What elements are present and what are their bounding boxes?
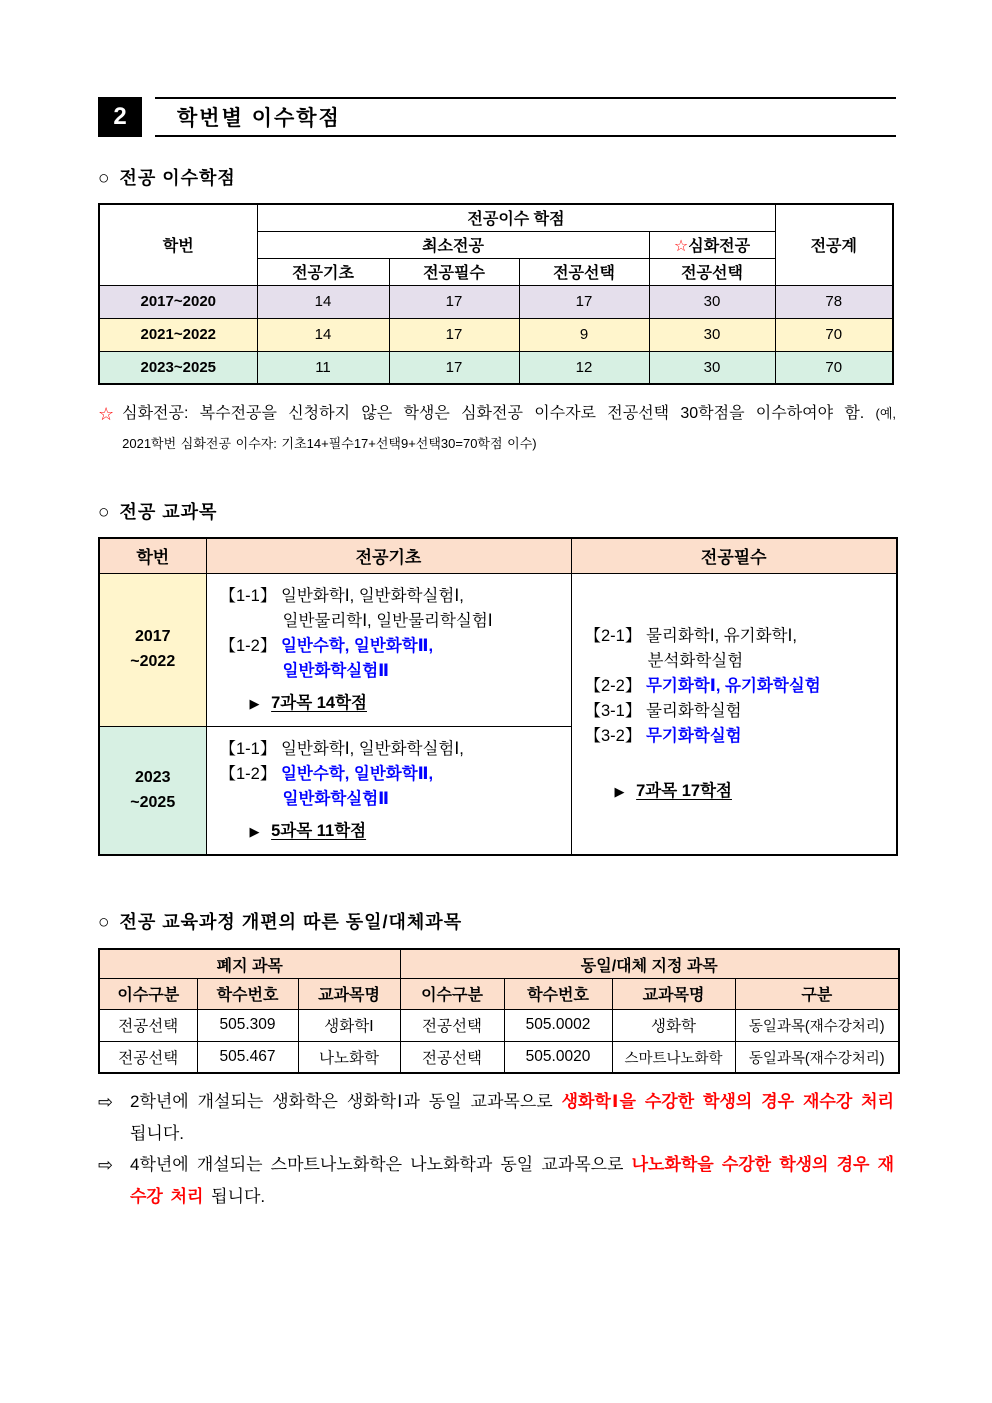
table-cell: 30 (649, 318, 775, 351)
right-arrow-icon: ⇨ (98, 1155, 114, 1176)
star-icon: ☆ (98, 404, 115, 424)
group-abolished: 폐지 과목 (99, 949, 400, 978)
table-cell: 11 (257, 351, 389, 384)
page-title: 학번별 이수학점 (155, 97, 896, 137)
note-text: 2학년에 개설되는 생화학은 생화학Ⅰ과 동일 교과목으로 생화학Ⅰ을 수강한 학생의 경우 재수강 처리 됩니다. (130, 1092, 894, 1143)
footnote-example-text: (예, 2021학번 심화전공 이수자: 기초14+필수17+선택9+선택30=70학점 이수) (122, 406, 896, 451)
equivalents-table (98, 948, 900, 1074)
note-nanochem (98, 1149, 896, 1212)
col-student-id: 학번 (99, 204, 257, 285)
col-header: 학수번호 (197, 978, 298, 1009)
table-cell: 9 (519, 318, 649, 351)
col-header: 교과목명 (612, 978, 735, 1009)
credits-heading-label: 전공 이수학점 (119, 168, 236, 188)
table-cell: 생화학 (612, 1009, 735, 1041)
years-cell: 2017~2020 (99, 285, 257, 318)
years-line: ~2025 (130, 793, 176, 811)
deep-major-label: 심화전공 (688, 238, 751, 255)
table-cell: 17 (389, 318, 519, 351)
years-cell (99, 727, 206, 856)
years-line: 2023 (134, 768, 171, 786)
circle-bullet-icon: ○ (98, 168, 111, 189)
table-cell: 스마트나노화학 (612, 1041, 735, 1073)
credits-section-heading (98, 164, 896, 190)
table-cell: 12 (519, 351, 649, 384)
table-cell: 70 (775, 318, 893, 351)
table-cell: 505.309 (197, 1009, 298, 1041)
footnote-main-text: 심화전공: 복수전공을 신청하지 않은 학생은 심화전공 이수자로 전공선택 30학점을 이수하여야 함. (122, 405, 876, 422)
right-arrow-icon: ⇨ (98, 1092, 114, 1113)
table-cell: 505.467 (197, 1041, 298, 1073)
years-line: ~2022 (130, 652, 176, 670)
circle-bullet-icon: ○ (98, 502, 111, 524)
table-cell: 전공선택 (99, 1009, 197, 1041)
years-cell: 2023~2025 (99, 351, 257, 384)
col-student-id: 학번 (99, 538, 206, 573)
table-cell: 나노화학 (298, 1041, 400, 1073)
table-row (99, 573, 897, 726)
equivalents-section-heading (98, 908, 896, 934)
table-cell: 505.0020 (504, 1041, 612, 1073)
table-cell: 30 (649, 351, 775, 384)
table-cell: 70 (775, 351, 893, 384)
note-biochem (98, 1086, 896, 1149)
col-major-required: 전공필수 (571, 538, 897, 573)
table-cell: 생화학Ⅰ (298, 1009, 400, 1041)
table-row (99, 351, 893, 384)
table-cell: 전공선택 (400, 1041, 504, 1073)
basic-courses-cell: 【1-1】 일반화학Ⅰ, 일반화학실험Ⅰ, 【1-2】 일반수학, 일반화학Ⅱ, 일반화학실험Ⅱ ▶ 5과목 11학점 (206, 727, 571, 856)
equivalents-heading-label: 전공 교육과정 개편의 따른 동일/대체과목 (119, 912, 463, 933)
table-cell: 동일과목(재수강처리) (735, 1041, 899, 1073)
table-group-header-row (99, 949, 899, 978)
courses-section-heading (98, 498, 896, 524)
table-header-row (99, 978, 899, 1009)
circle-bullet-icon: ○ (98, 912, 111, 934)
col-minimum-major: 최소전공 (257, 231, 649, 258)
courses-heading-label: 전공 교과목 (119, 502, 218, 523)
col-major-credits: 전공이수 학점 (257, 204, 775, 231)
table-cell: 전공선택 (99, 1041, 197, 1073)
subcol-elective-deep: 전공선택 (649, 258, 775, 285)
col-header: 이수구분 (400, 978, 504, 1009)
subcol-required: 전공필수 (389, 258, 519, 285)
subcol-basic: 전공기초 (257, 258, 389, 285)
table-row (99, 1041, 899, 1073)
col-major-total: 전공계 (775, 204, 893, 285)
table-row (99, 318, 893, 351)
table-cell: 14 (257, 285, 389, 318)
years-cell (99, 573, 206, 726)
subcol-elective: 전공선택 (519, 258, 649, 285)
table-cell: 14 (257, 318, 389, 351)
table-header-row (99, 538, 897, 573)
table-cell: 505.0002 (504, 1009, 612, 1041)
table-cell: 동일과목(재수강처리) (735, 1009, 899, 1041)
table-cell: 17 (519, 285, 649, 318)
table-cell: 30 (649, 285, 775, 318)
table-row (99, 285, 893, 318)
footnote-text (122, 399, 896, 458)
star-icon: ☆ (673, 238, 689, 255)
table-row (99, 1009, 899, 1041)
years-line: 2017 (134, 628, 171, 646)
col-deep-major (649, 231, 775, 258)
note-text: 4학년에 개설되는 스마트나노화학은 나노화학과 동일 교과목으로 나노화학을 수강한 학생의 경우 재수강 처리 됩니다. (130, 1155, 894, 1206)
notes-block (98, 1086, 896, 1212)
credits-table (98, 203, 894, 385)
col-major-basic: 전공기초 (206, 538, 571, 573)
deep-major-footnote (98, 399, 896, 458)
years-cell: 2021~2022 (99, 318, 257, 351)
group-designated: 동일/대체 지정 과목 (400, 949, 899, 978)
col-header: 구분 (735, 978, 899, 1009)
section-number-badge: 2 (98, 97, 142, 137)
document-page (98, 0, 896, 1212)
required-courses-cell: 【2-1】 물리화학Ⅰ, 유기화학Ⅰ, 분석화학실험 【2-2】 무기화학Ⅰ, 유기화학실험 【3-1】 물리화학실험 【3-2】 무기화학실험 ▶ 7과목 17학점 (571, 573, 897, 855)
col-header: 이수구분 (99, 978, 197, 1009)
table-cell: 전공선택 (400, 1009, 504, 1041)
col-header: 교과목명 (298, 978, 400, 1009)
basic-courses-cell: 【1-1】 일반화학Ⅰ, 일반화학실험Ⅰ, 일반물리학Ⅰ, 일반물리학실험Ⅰ 【1-2】 일반수학, 일반화학Ⅱ, 일반화학실험Ⅱ ▶ 7과목 14학점 (206, 573, 571, 726)
table-cell: 17 (389, 285, 519, 318)
table-header-row (99, 204, 893, 231)
section-header-bar (98, 97, 896, 137)
table-cell: 78 (775, 285, 893, 318)
courses-table (98, 537, 898, 856)
col-header: 학수번호 (504, 978, 612, 1009)
table-cell: 17 (389, 351, 519, 384)
